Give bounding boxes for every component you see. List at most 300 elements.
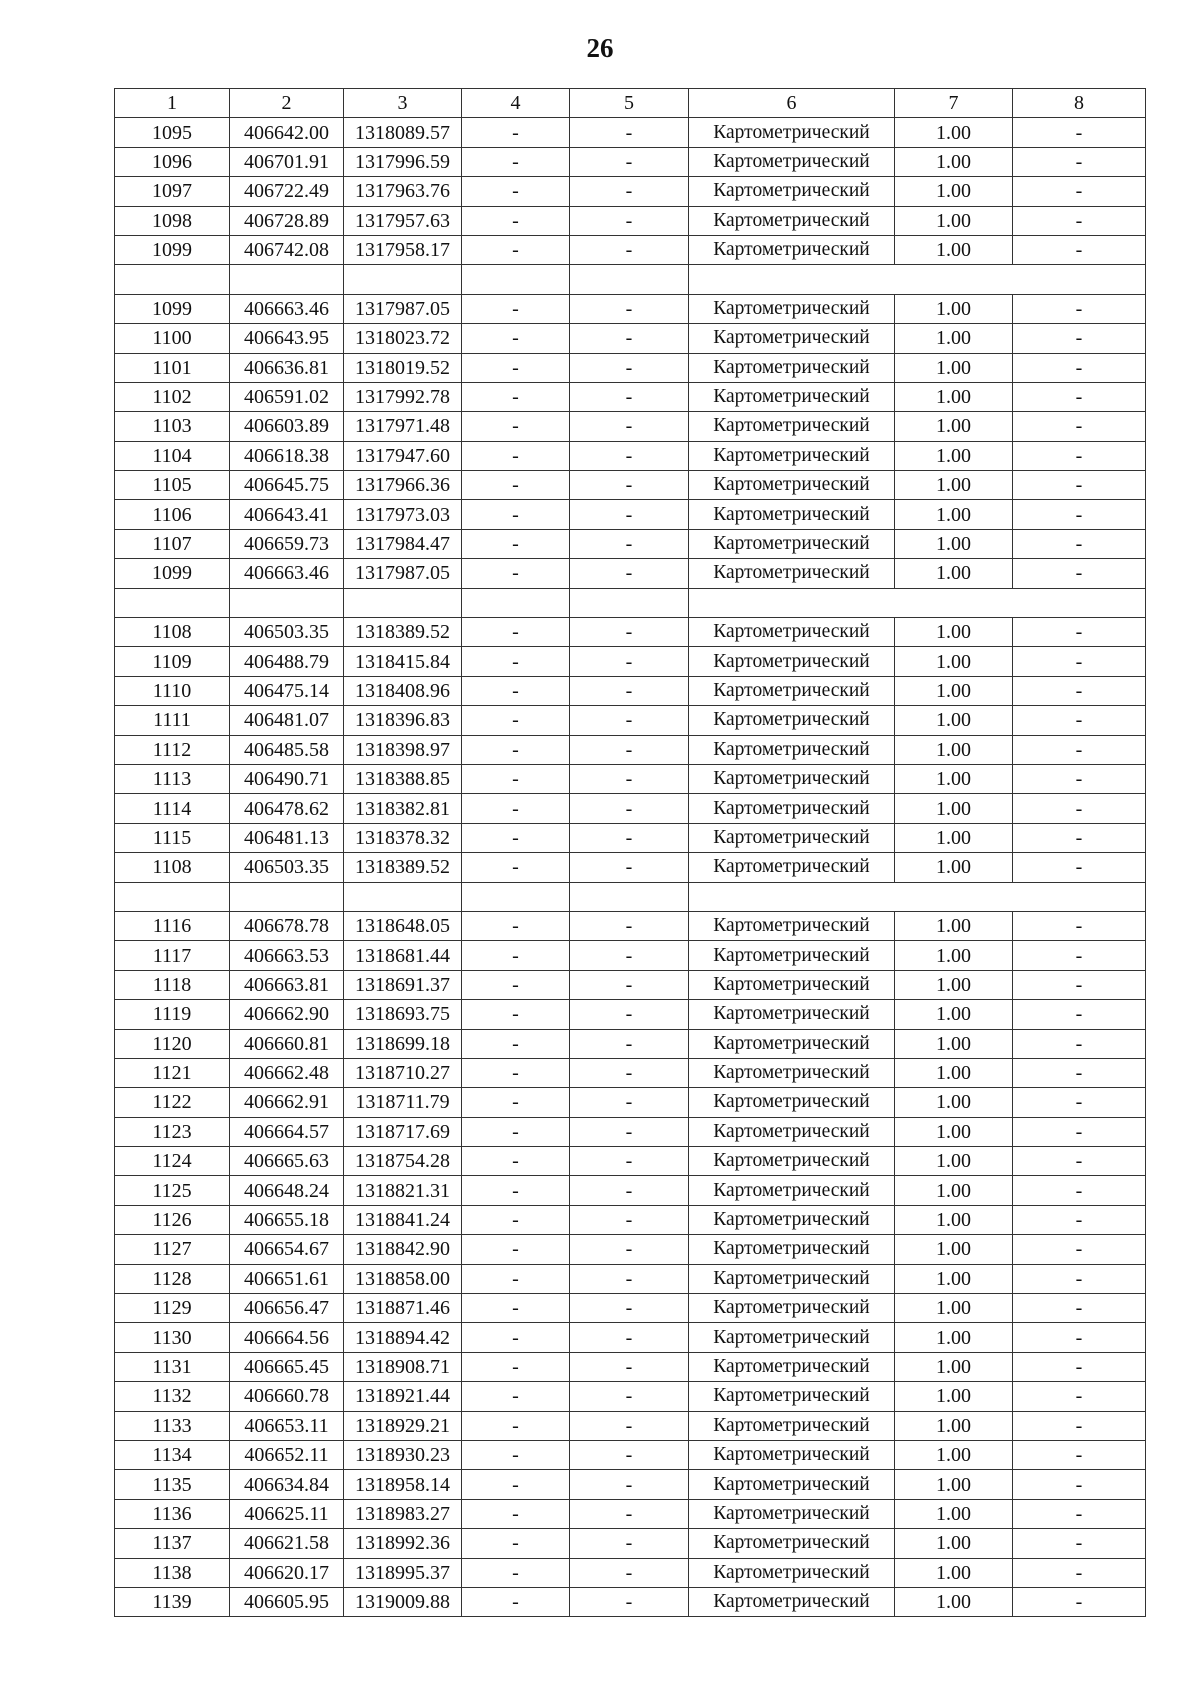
table-cell: - (1013, 324, 1146, 353)
table-cell: 406663.81 (230, 970, 344, 999)
table-cell: - (462, 412, 570, 441)
table-row (115, 1264, 1146, 1293)
table-cell: 1133 (115, 1411, 230, 1440)
table-cell: - (570, 647, 689, 676)
table-cell: 1117 (115, 941, 230, 970)
table-cell: 1104 (115, 441, 230, 470)
table-cell: - (1013, 1587, 1146, 1616)
table-cell: 1318681.44 (344, 941, 462, 970)
table-cell: 1318415.84 (344, 647, 462, 676)
table-cell (230, 265, 344, 294)
table-cell (344, 588, 462, 617)
table-cell: 1.00 (895, 1117, 1013, 1146)
table-separator-row (115, 882, 1146, 911)
table-row (115, 324, 1146, 353)
table-cell: 1318821.31 (344, 1176, 462, 1205)
table-cell: - (1013, 853, 1146, 882)
table-cell: - (570, 1323, 689, 1352)
table-cell: Картометрический (689, 206, 895, 235)
table-cell: 1.00 (895, 1235, 1013, 1264)
table-cell: 1127 (115, 1235, 230, 1264)
table-cell: Картометрический (689, 1587, 895, 1616)
table-row (115, 1088, 1146, 1117)
table-cell: - (570, 118, 689, 147)
table-cell: - (570, 500, 689, 529)
table-cell: - (462, 118, 570, 147)
table-cell: 406678.78 (230, 911, 344, 940)
table-cell: 1.00 (895, 500, 1013, 529)
table-cell (570, 265, 689, 294)
table-cell: 1318389.52 (344, 853, 462, 882)
table-cell: 1.00 (895, 1147, 1013, 1176)
table-cell: - (570, 1117, 689, 1146)
table-cell: Картометрический (689, 1529, 895, 1558)
table-cell: 1.00 (895, 735, 1013, 764)
table-cell: 1318858.00 (344, 1264, 462, 1293)
table-row (115, 471, 1146, 500)
table-cell: 406621.58 (230, 1529, 344, 1558)
table-cell: - (570, 147, 689, 176)
table-cell: 1.00 (895, 1323, 1013, 1352)
table-cell: Картометрический (689, 676, 895, 705)
table-cell: 1106 (115, 500, 230, 529)
table-cell: - (570, 794, 689, 823)
table-cell: - (570, 382, 689, 411)
table-cell: - (462, 353, 570, 382)
table-cell: 406605.95 (230, 1587, 344, 1616)
table-cell: - (462, 441, 570, 470)
table-row (115, 1058, 1146, 1087)
table-cell: Картометрический (689, 1235, 895, 1264)
table-cell: 1.00 (895, 294, 1013, 323)
table-cell: - (462, 941, 570, 970)
table-cell: - (570, 177, 689, 206)
table-cell: 1.00 (895, 1029, 1013, 1058)
table-cell: - (570, 1411, 689, 1440)
table-cell: - (462, 1264, 570, 1293)
table-row (115, 1000, 1146, 1029)
table-cell: - (1013, 206, 1146, 235)
table-cell: 1.00 (895, 706, 1013, 735)
table-cell: Картометрический (689, 324, 895, 353)
table-cell: Картометрический (689, 1558, 895, 1587)
table-row (115, 1529, 1146, 1558)
table-cell: 1126 (115, 1205, 230, 1234)
table-cell: 1318382.81 (344, 794, 462, 823)
table-cell: 1139 (115, 1587, 230, 1616)
table-cell: 406485.58 (230, 735, 344, 764)
table-cell: Картометрический (689, 1294, 895, 1323)
table-cell: 1100 (115, 324, 230, 353)
table-cell: - (570, 764, 689, 793)
table-row (115, 941, 1146, 970)
table-cell: 1.00 (895, 1205, 1013, 1234)
table-cell: 1.00 (895, 177, 1013, 206)
table-cell: 1136 (115, 1499, 230, 1528)
table-separator-row (115, 265, 1146, 294)
table-cell: - (570, 911, 689, 940)
table-cell (115, 882, 230, 911)
table-cell: 1.00 (895, 1587, 1013, 1616)
table-cell: 1318398.97 (344, 735, 462, 764)
table-cell: 1111 (115, 706, 230, 735)
table-cell (689, 882, 895, 911)
table-cell: 406643.41 (230, 500, 344, 529)
table-cell: - (1013, 441, 1146, 470)
table-cell: - (1013, 177, 1146, 206)
table-cell: Картометрический (689, 706, 895, 735)
table-cell (462, 265, 570, 294)
table-cell: - (1013, 823, 1146, 852)
table-cell: Картометрический (689, 911, 895, 940)
table-cell: - (570, 853, 689, 882)
table-cell: 1.00 (895, 676, 1013, 705)
table-cell: 1318648.05 (344, 911, 462, 940)
table-row (115, 177, 1146, 206)
table-row (115, 441, 1146, 470)
table-cell: Картометрический (689, 529, 895, 558)
table-cell: - (1013, 1352, 1146, 1381)
table-cell: - (1013, 147, 1146, 176)
table-cell: 1.00 (895, 118, 1013, 147)
table-row (115, 353, 1146, 382)
table-cell: 1.00 (895, 1000, 1013, 1029)
column-header: 5 (570, 89, 689, 118)
table-cell: 1.00 (895, 1470, 1013, 1499)
table-cell: Картометрический (689, 1470, 895, 1499)
table-cell: Картометрический (689, 970, 895, 999)
table-cell: - (462, 853, 570, 882)
table-cell: 1.00 (895, 1264, 1013, 1293)
table-cell: 1.00 (895, 853, 1013, 882)
table-cell: - (1013, 941, 1146, 970)
table-cell: - (1013, 1558, 1146, 1587)
table-row (115, 911, 1146, 940)
table-row (115, 1352, 1146, 1381)
table-cell: Картометрический (689, 1382, 895, 1411)
table-cell: 1318871.46 (344, 1294, 462, 1323)
table-cell: - (462, 294, 570, 323)
table-cell: Картометрический (689, 1147, 895, 1176)
table-cell: 406636.81 (230, 353, 344, 382)
table-cell: - (462, 1058, 570, 1087)
table-cell: 1137 (115, 1529, 230, 1558)
table-cell: 1.00 (895, 412, 1013, 441)
table-cell: 1317973.03 (344, 500, 462, 529)
table-cell: - (570, 1382, 689, 1411)
column-header: 7 (895, 89, 1013, 118)
table-cell: - (1013, 1382, 1146, 1411)
table-cell: - (570, 1499, 689, 1528)
table-cell: 406645.75 (230, 471, 344, 500)
table-cell (344, 265, 462, 294)
table-cell: - (1013, 1058, 1146, 1087)
table-cell: 1116 (115, 911, 230, 940)
table-cell: - (570, 1264, 689, 1293)
table-cell (462, 882, 570, 911)
table-cell: - (462, 970, 570, 999)
table-cell: 1318408.96 (344, 676, 462, 705)
table-cell: 1318908.71 (344, 1352, 462, 1381)
column-header: 8 (1013, 89, 1146, 118)
table-cell: Картометрический (689, 794, 895, 823)
table-cell: 1128 (115, 1264, 230, 1293)
table-cell: - (462, 1235, 570, 1264)
table-cell: 1318995.37 (344, 1558, 462, 1587)
table-cell: - (570, 1000, 689, 1029)
table-cell: 1.00 (895, 441, 1013, 470)
table-cell: 1318754.28 (344, 1147, 462, 1176)
table-cell: 1138 (115, 1558, 230, 1587)
table-cell: 1317987.05 (344, 294, 462, 323)
table-cell: Картометрический (689, 1176, 895, 1205)
table-cell: 406653.11 (230, 1411, 344, 1440)
table-cell: 1318396.83 (344, 706, 462, 735)
table-row (115, 970, 1146, 999)
table-cell (115, 588, 230, 617)
table-cell: 1.00 (895, 764, 1013, 793)
table-cell: Картометрический (689, 147, 895, 176)
table-cell: 1115 (115, 823, 230, 852)
table-cell (689, 588, 895, 617)
table-cell: 1121 (115, 1058, 230, 1087)
table-row (115, 559, 1146, 588)
table-cell: 1318693.75 (344, 1000, 462, 1029)
table-cell: - (462, 471, 570, 500)
table-cell: 1318717.69 (344, 1117, 462, 1146)
table-cell: 1134 (115, 1440, 230, 1469)
table-cell: 406490.71 (230, 764, 344, 793)
table-cell: - (1013, 1323, 1146, 1352)
table-cell: 406655.18 (230, 1205, 344, 1234)
table-cell: 406665.45 (230, 1352, 344, 1381)
table-cell: 1.00 (895, 618, 1013, 647)
table-cell: - (1013, 1411, 1146, 1440)
table-cell: 1318842.90 (344, 1235, 462, 1264)
table-cell: 1.00 (895, 1176, 1013, 1205)
table-cell: 1.00 (895, 529, 1013, 558)
table-row (115, 1147, 1146, 1176)
table-row (115, 235, 1146, 264)
table-cell: - (462, 1382, 570, 1411)
table-cell: - (1013, 1205, 1146, 1234)
table-cell: 1102 (115, 382, 230, 411)
table-cell: Картометрический (689, 118, 895, 147)
table-cell: 1.00 (895, 911, 1013, 940)
table-cell: Картометрический (689, 1411, 895, 1440)
table-cell: - (1013, 529, 1146, 558)
table-cell: - (570, 1529, 689, 1558)
table-cell: Картометрический (689, 853, 895, 882)
table-cell: - (1013, 618, 1146, 647)
table-cell: 406663.53 (230, 941, 344, 970)
table-cell: 1318023.72 (344, 324, 462, 353)
table-cell: 1103 (115, 412, 230, 441)
table-cell: - (462, 1529, 570, 1558)
table-cell: 406488.79 (230, 647, 344, 676)
table-row (115, 1587, 1146, 1616)
table-cell (115, 265, 230, 294)
table-cell: Картометрический (689, 1029, 895, 1058)
table-cell (895, 882, 1013, 911)
table-cell: 1125 (115, 1176, 230, 1205)
table-cell: Картометрический (689, 1058, 895, 1087)
table-cell (1013, 265, 1146, 294)
table-row (115, 735, 1146, 764)
table-cell: 406478.62 (230, 794, 344, 823)
table-row (115, 1323, 1146, 1352)
table-cell: 1112 (115, 735, 230, 764)
table-cell: - (570, 1470, 689, 1499)
table-cell: 1.00 (895, 1499, 1013, 1528)
table-cell: Картометрический (689, 353, 895, 382)
table-row (115, 647, 1146, 676)
coordinates-table (114, 88, 1146, 1617)
table-cell: - (570, 1205, 689, 1234)
table-cell: 1318992.36 (344, 1529, 462, 1558)
table-cell: - (462, 559, 570, 588)
table-cell: - (570, 1587, 689, 1616)
table-cell: 406475.14 (230, 676, 344, 705)
table-cell: 1.00 (895, 1558, 1013, 1587)
table-cell: - (1013, 471, 1146, 500)
table-cell: 1135 (115, 1470, 230, 1499)
table-cell: 1318841.24 (344, 1205, 462, 1234)
table-cell: - (462, 1117, 570, 1146)
table-cell: 1109 (115, 647, 230, 676)
table-cell: - (462, 1176, 570, 1205)
table-cell: 1122 (115, 1088, 230, 1117)
table-cell: 1099 (115, 559, 230, 588)
table-cell: - (462, 911, 570, 940)
table-cell: - (570, 294, 689, 323)
table-header-row (115, 89, 1146, 118)
table-cell: - (570, 1558, 689, 1587)
table-row (115, 1411, 1146, 1440)
table-cell: - (570, 735, 689, 764)
table-cell: - (570, 1294, 689, 1323)
table-cell: - (570, 559, 689, 588)
table-cell: 1318089.57 (344, 118, 462, 147)
table-cell: - (570, 529, 689, 558)
table-cell: - (1013, 500, 1146, 529)
table-row (115, 1235, 1146, 1264)
table-cell: - (1013, 911, 1146, 940)
table-cell: 1120 (115, 1029, 230, 1058)
table-cell: - (570, 823, 689, 852)
table-row (115, 618, 1146, 647)
table-cell: 406591.02 (230, 382, 344, 411)
table-cell: - (462, 1558, 570, 1587)
table-cell: - (462, 1029, 570, 1058)
table-cell: Картометрический (689, 1000, 895, 1029)
table-cell: - (570, 1029, 689, 1058)
table-cell: 1318389.52 (344, 618, 462, 647)
table-cell: 1105 (115, 471, 230, 500)
table-cell: Картометрический (689, 1088, 895, 1117)
table-cell: 1318378.32 (344, 823, 462, 852)
table-cell: - (1013, 794, 1146, 823)
table-cell: 406620.17 (230, 1558, 344, 1587)
table-cell: 406701.91 (230, 147, 344, 176)
table-cell: - (1013, 1499, 1146, 1528)
table-cell: 406662.91 (230, 1088, 344, 1117)
table-cell: - (1013, 1000, 1146, 1029)
table-row (115, 1117, 1146, 1146)
table-cell: - (570, 970, 689, 999)
table-separator-row (115, 588, 1146, 617)
table-cell: 1108 (115, 853, 230, 882)
table-cell: 1097 (115, 177, 230, 206)
table-cell: 406662.48 (230, 1058, 344, 1087)
table-cell: - (570, 441, 689, 470)
table-row (115, 382, 1146, 411)
table-cell: 406656.47 (230, 1294, 344, 1323)
table-cell: - (1013, 1470, 1146, 1499)
table-cell: 1132 (115, 1382, 230, 1411)
table-row (115, 118, 1146, 147)
column-header: 1 (115, 89, 230, 118)
table-cell: 1.00 (895, 147, 1013, 176)
table-cell: - (462, 1294, 570, 1323)
table-cell: - (1013, 1264, 1146, 1293)
table-cell (570, 588, 689, 617)
table-cell: 1.00 (895, 941, 1013, 970)
table-cell: 1318983.27 (344, 1499, 462, 1528)
table-cell: 406660.81 (230, 1029, 344, 1058)
table-cell: - (1013, 1529, 1146, 1558)
table-cell: 1318930.23 (344, 1440, 462, 1469)
table-cell: - (462, 235, 570, 264)
table-cell: - (462, 206, 570, 235)
table-cell: - (462, 1352, 570, 1381)
table-cell: 1318699.18 (344, 1029, 462, 1058)
table-cell: 1.00 (895, 382, 1013, 411)
table-cell: 1107 (115, 529, 230, 558)
table-cell: Картометрический (689, 647, 895, 676)
table-cell: - (462, 794, 570, 823)
column-header: 4 (462, 89, 570, 118)
table-row (115, 1440, 1146, 1469)
table-cell: 1317947.60 (344, 441, 462, 470)
table-cell (570, 882, 689, 911)
table-cell (462, 588, 570, 617)
table-cell: 1108 (115, 618, 230, 647)
table-cell: - (1013, 1235, 1146, 1264)
table-cell: Картометрический (689, 1264, 895, 1293)
table-cell: 406663.46 (230, 294, 344, 323)
table-cell (230, 882, 344, 911)
table-cell: - (1013, 764, 1146, 793)
table-row (115, 412, 1146, 441)
table-cell: - (1013, 559, 1146, 588)
table-cell: 1318019.52 (344, 353, 462, 382)
table-cell: - (570, 676, 689, 705)
table-cell: 1318388.85 (344, 764, 462, 793)
table-row (115, 1470, 1146, 1499)
table-cell: Картометрический (689, 823, 895, 852)
table-cell: - (570, 206, 689, 235)
table-cell: - (1013, 118, 1146, 147)
table-row (115, 794, 1146, 823)
table-cell: 1.00 (895, 353, 1013, 382)
table-cell: 406643.95 (230, 324, 344, 353)
table-cell: 1318958.14 (344, 1470, 462, 1499)
table-row (115, 823, 1146, 852)
table-cell: 406642.00 (230, 118, 344, 147)
table-cell: Картометрический (689, 294, 895, 323)
table-cell: - (1013, 1147, 1146, 1176)
